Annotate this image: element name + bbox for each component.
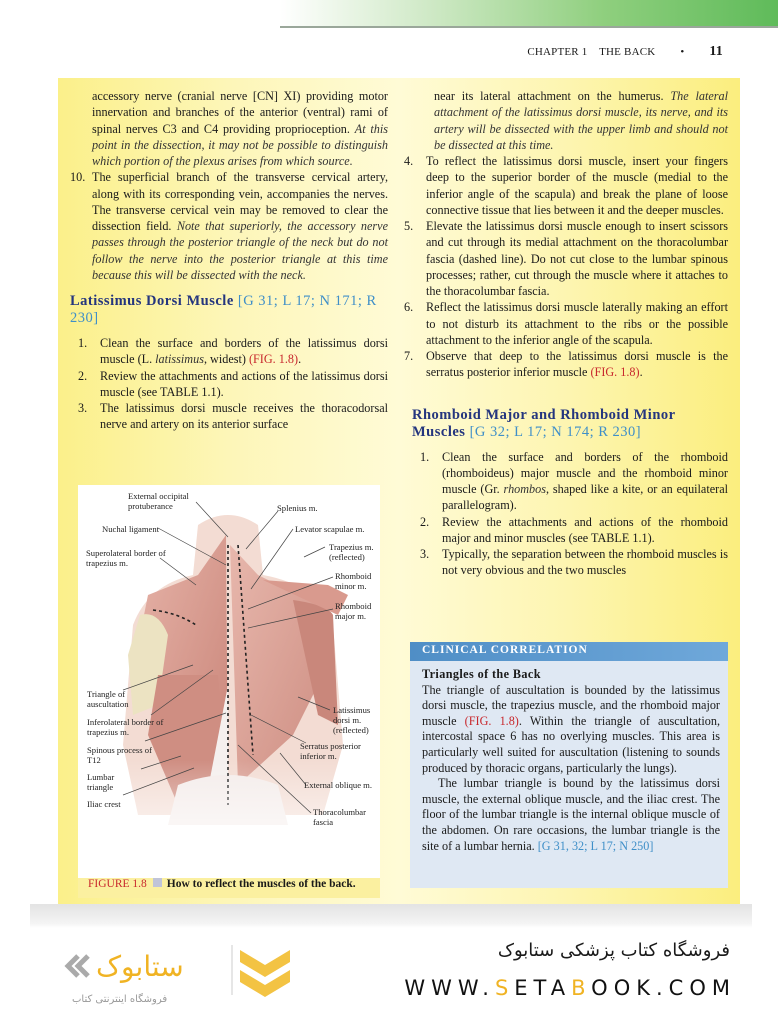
figure-link[interactable]: (FIG. 1.8) bbox=[248, 352, 299, 367]
logo-wordmark: ستابوک bbox=[96, 950, 184, 983]
footer-banner bbox=[0, 930, 778, 1010]
running-header bbox=[527, 44, 723, 60]
chapter-label: CHAPTER 1 bbox=[527, 46, 588, 58]
label-triangle-auscultation: Triangle of auscultation bbox=[87, 689, 129, 709]
list-item: 4. To reflect the latissimus dorsi muscle, insert your fingers deep to the superior border of the muscle (medial to the inferior angle of the scapula) and break the plane of loose connective tissue that lies between it and the deeper muscles. bbox=[404, 154, 728, 217]
label-external-oblique: External oblique m. bbox=[304, 780, 373, 790]
logo-subtitle: فروشگاه اینترنتی کتاب bbox=[72, 994, 168, 1005]
paragraph: accessory nerve (cranial nerve [CN] XI) providing motor innervation and branches of the anterior (ventral) rami of spinal nerves C3 and C4 providing proprioception. At this point in the dissection, it may not be possible to distinguish which portion of the plexus arises from which source. bbox=[92, 89, 388, 168]
list-item: 2. Review the attachments and actions of the latissimus dorsi muscle (see TABLE 1.1). bbox=[78, 368, 388, 399]
clinical-title: Triangles of the Back bbox=[422, 667, 541, 681]
label-thoracolumbar-fascia: Thoracolumbar fascia bbox=[313, 807, 366, 827]
right-column bbox=[404, 88, 728, 579]
atlas-reference: [G 31; L 17; N 171; R 230] bbox=[70, 293, 377, 326]
atlas-reference: [G 31, 32; L 17; N 250] bbox=[537, 838, 654, 853]
label-iliac-crest: Iliac crest bbox=[87, 799, 121, 809]
caption-square-icon bbox=[153, 878, 162, 887]
paragraph: near its lateral attachment on the humerus. The lateral attachment of the latissimus dorsi muscle, its nerve, and its artery will be dissected with the upper limb and should not be dissected at this time. bbox=[434, 89, 728, 152]
list-item: 2. Review the attachments and actions of the rhomboid major and minor muscles (see TABLE 1.1). bbox=[420, 514, 728, 545]
section-heading: Latissimus Dorsi Muscle [G 31; L 17; N 171; R 230] bbox=[70, 293, 377, 326]
label-rhomboid-minor: Rhomboid minor m. bbox=[335, 571, 372, 591]
paragraph: The lumbar triangle is bound by the latissimus dorsi muscle, the external oblique muscle, and the iliac crest. The floor of the lumbar triangle is the internal oblique muscle of the abdomen. On rare occasions, the lumbar triangle is the site of a lumbar hernia. [G 31, 32; L 17; N 250] bbox=[422, 776, 720, 853]
label-nuchal-ligament: Nuchal ligament bbox=[102, 524, 160, 534]
list-item: 6. Reflect the latissimus dorsi muscle laterally making an effort to not disturb its attachment to the ribs or the possible attachment to the inferior angle of the scapula. bbox=[404, 300, 728, 347]
figure-link[interactable]: (FIG. 1.8) bbox=[590, 365, 640, 380]
left-column bbox=[70, 88, 388, 433]
label-spinous-process: Spinous process of T12 bbox=[87, 745, 152, 765]
list-item: 3. The latissimus dorsi muscle receives the thoracodorsal nerve and artery on its anterior surface bbox=[78, 401, 388, 432]
label-rhomboid-major: Rhomboid major m. bbox=[335, 601, 372, 621]
label-lumbar-triangle: Lumbar triangle bbox=[87, 772, 115, 792]
page-number: 11 bbox=[709, 44, 723, 59]
header-green-bar bbox=[280, 0, 778, 28]
section-heading: Rhomboid Major and Rhomboid Minor Muscles [G 32; L 17; N 174; R 230] bbox=[412, 406, 676, 440]
list-item: 1. Clean the surface and borders of the rhomboid (rhomboideus) major muscle and the rhomboid minor muscle (Gr. rhombos, shaped like a kite, or an equilateral parallelogram). bbox=[420, 449, 728, 513]
label-levator-scapulae: Levator scapulae m. bbox=[295, 524, 365, 534]
label-superolateral-border: Superolateral border of trapezius m. bbox=[86, 548, 166, 568]
label-trapezius: Trapezius m. (reflected) bbox=[329, 542, 374, 562]
list-item: 1. Clean the surface and borders of the latissimus dorsi muscle (L. latissimus, widest) (FIG. 1.8). bbox=[78, 336, 388, 367]
separator: • bbox=[680, 46, 685, 58]
list-item: 10. The superficial branch of the transverse cervical artery, along with its corresponding vein, accompanies the nerves. The transverse cervical vein may be removed to clear the dissection field. Note that superiorly, the accessory nerve passes through the posterior triangle of the neck but do not follow the nerve into the posterior triangle at this time because this will be dissected with the neck. bbox=[70, 170, 388, 282]
list-item: 7. Observe that deep to the latissimus dorsi muscle is the serratus posterior inferior muscle (FIG. 1.8). bbox=[404, 349, 728, 380]
clinical-header: CLINICAL CORRELATION bbox=[410, 642, 728, 661]
label-latissimus-dorsi: Latissimus dorsi m. (reflected) bbox=[333, 705, 371, 735]
section-label: THE BACK bbox=[599, 46, 656, 58]
store-url[interactable]: WWW.SETABOOK.COM bbox=[404, 976, 736, 1000]
setabook-logo-icon bbox=[60, 940, 310, 1000]
store-name: فروشگاه کتاب پزشکی ستابوک bbox=[497, 940, 730, 961]
label-inferolateral-border: Inferolateral border of trapezius m. bbox=[87, 717, 164, 737]
figure-back-muscles bbox=[78, 485, 380, 878]
list-item: 3. Typically, the separation between the rhomboid muscles is not very obvious and the two muscles bbox=[420, 547, 728, 578]
list-item: 5. Elevate the latissimus dorsi muscle enough to insert scissors and cut through its medial attachment on the thoracolumbar fascia (dashed line). Do not cut close to the lumbar spinous processes; rather, cut through the muscle where it attaches to the thoracolumbar fascia. bbox=[404, 219, 728, 298]
figure-caption: FIGURE 1.8 How to reflect the muscles of the back. bbox=[78, 878, 380, 898]
label-external-occipital: External occipital protuberance bbox=[128, 491, 189, 511]
label-splenius: Splenius m. bbox=[277, 503, 318, 513]
atlas-reference: [G 32; L 17; N 174; R 230] bbox=[469, 423, 642, 440]
label-serratus-posterior: Serratus posterior inferior m. bbox=[300, 741, 361, 761]
figure-link[interactable]: (FIG. 1.8) bbox=[464, 713, 519, 728]
page-shadow bbox=[30, 904, 752, 928]
figure-number: FIGURE 1.8 bbox=[88, 878, 147, 890]
clinical-correlation-box bbox=[410, 642, 728, 888]
paragraph: The triangle of auscultation is bounded by the latissimus dorsi muscle, the trapezius muscle, and the rhomboid major muscle (FIG. 1.8). Within the triangle of auscultation, intercostal space 6 has no overlying muscles. This area is particularly well suited for auscultation (listening to sounds produced by thoracic organs, particularly the lungs). bbox=[422, 682, 720, 775]
